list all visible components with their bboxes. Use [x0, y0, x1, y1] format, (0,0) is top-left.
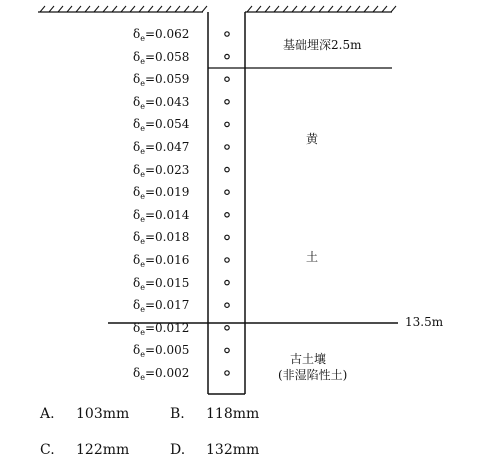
- hatch-tick: [346, 6, 351, 12]
- collapsibility-label: $\delta_e=0.018$: [133, 230, 190, 247]
- hatch-tick: [94, 6, 99, 12]
- sample-point: [225, 348, 229, 352]
- collapsibility-label: $\delta_e=0.015$: [133, 275, 190, 292]
- sample-point: [225, 32, 229, 36]
- hatch-tick: [373, 6, 378, 12]
- hatch-tick: [274, 6, 279, 12]
- hatch-tick: [364, 6, 369, 12]
- hatch-tick: [121, 6, 126, 12]
- hatch-tick: [283, 6, 288, 12]
- hatch-tick: [328, 6, 333, 12]
- paleosol-note: (非湿陷性土): [278, 368, 348, 382]
- hatch-tick: [382, 6, 387, 12]
- hatch-tick: [301, 6, 306, 12]
- loess-label-2: 土: [306, 250, 319, 264]
- bottom-depth-label: 13.5m: [405, 315, 444, 329]
- collapsibility-label: $\delta_e=0.054$: [133, 117, 190, 134]
- sample-point: [225, 122, 229, 126]
- sample-point: [225, 371, 229, 375]
- hatch-tick: [184, 6, 189, 12]
- option-c[interactable]: C. 122mm: [40, 442, 130, 458]
- collapsibility-label: $\delta_e=0.016$: [133, 253, 190, 269]
- foundation-depth-label: 基础埋深2.5m: [283, 38, 362, 52]
- sample-point: [225, 213, 229, 217]
- sample-point: [225, 190, 229, 194]
- sample-point: [225, 326, 229, 330]
- hatch-tick: [130, 6, 135, 12]
- hatch-tick: [157, 6, 162, 12]
- hatch-tick: [265, 6, 270, 12]
- sample-point: [225, 167, 229, 171]
- collapsibility-label: $\delta_e=0.002$: [133, 366, 190, 382]
- hatch-tick: [292, 6, 297, 12]
- sample-point: [225, 235, 229, 239]
- hatch-tick: [40, 6, 45, 12]
- hatch-tick: [391, 6, 396, 12]
- sample-point: [225, 77, 229, 81]
- collapsibility-label: $\delta_e=0.047$: [133, 140, 190, 156]
- collapsibility-label: $\delta_e=0.043$: [133, 94, 190, 111]
- hatch-tick: [337, 6, 342, 12]
- collapsibility-label: $\delta_e=0.005$: [133, 343, 190, 360]
- hatch-tick: [85, 6, 90, 12]
- hatch-tick: [139, 6, 144, 12]
- collapsibility-label: $\delta_e=0.012$: [133, 320, 190, 337]
- hatch-tick: [202, 6, 207, 12]
- hatch-tick: [67, 6, 72, 12]
- hatch-tick: [103, 6, 108, 12]
- sample-point: [225, 280, 229, 284]
- paleosol-label: 古土壤: [290, 352, 327, 366]
- hatch-tick: [58, 6, 63, 12]
- hatch-tick: [148, 6, 153, 12]
- ground-surface-hatching: [40, 6, 396, 12]
- option-d[interactable]: D. 132mm: [170, 442, 260, 458]
- collapsibility-label: $\delta_e=0.023$: [133, 162, 190, 179]
- collapsibility-label: $\delta_e=0.017$: [133, 298, 190, 315]
- collapsibility-label: $\delta_e=0.019$: [133, 185, 190, 202]
- sample-point: [225, 100, 229, 104]
- loess-label-1: 黄: [306, 132, 319, 146]
- sample-point: [225, 303, 229, 307]
- hatch-tick: [319, 6, 324, 12]
- hatch-tick: [193, 6, 198, 12]
- hatch-tick: [247, 6, 252, 12]
- hatch-tick: [175, 6, 180, 12]
- hatch-tick: [49, 6, 54, 12]
- option-b[interactable]: B. 118mm: [170, 406, 260, 422]
- hatch-tick: [355, 6, 360, 12]
- collapsibility-label: $\delta_e=0.059$: [133, 72, 190, 89]
- sample-point: [225, 258, 229, 262]
- hatch-tick: [76, 6, 81, 12]
- collapsibility-label: $\delta_e=0.058$: [133, 49, 190, 66]
- collapsibility-label: $\delta_e=0.062$: [133, 27, 190, 43]
- sample-point: [225, 54, 229, 58]
- hatch-tick: [310, 6, 315, 12]
- collapsibility-label: $\delta_e=0.014$: [133, 207, 190, 224]
- hatch-tick: [256, 6, 261, 12]
- hatch-tick: [166, 6, 171, 12]
- hatch-tick: [112, 6, 117, 12]
- option-a[interactable]: A. 103mm: [40, 406, 130, 422]
- sample-point: [225, 145, 229, 149]
